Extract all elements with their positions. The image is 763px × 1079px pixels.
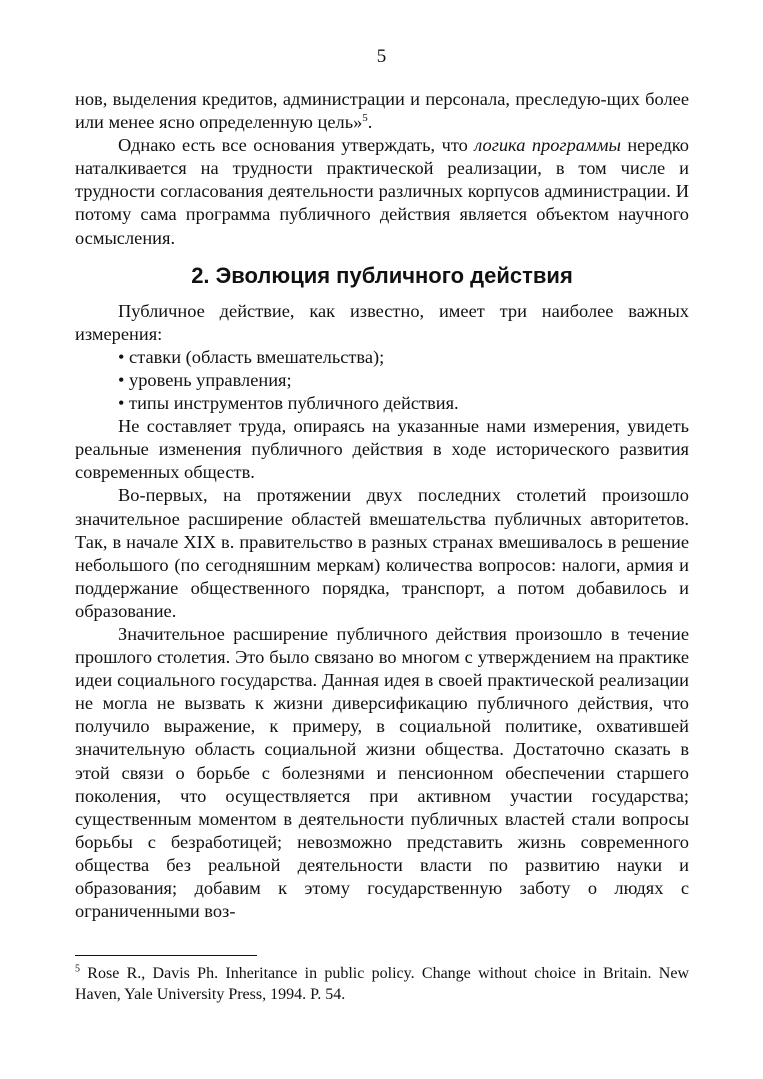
list-item: • типы инструментов публичного действия.	[118, 393, 459, 414]
paragraph-text: Однако есть все основания утверждать, что	[118, 135, 475, 156]
footnote	[75, 963, 689, 1005]
paragraph-text: нередко наталкивается на трудности практической реализации, в том числе и трудности согласования деятельности различных корпусов администрации. И потому сама программа публичного действия является объектом научного осмысления.	[75, 135, 690, 248]
section-heading: 2. Эволюция публичного действия	[191, 262, 573, 288]
footnote-mark: 5	[75, 963, 80, 975]
list-item: • ставки (область вмешательства);	[118, 346, 385, 367]
page-body	[75, 88, 689, 923]
paragraph: Значительное расширение публичного действия произошло в течение прошлого столетия. Это было связано во многом с утверждением на практике идеи социального государства. Данная идея в своей практической реализации не могла не вызвать к жизни диверсификацию публичного действия, что получило выражение, к примеру, в социальной политике, охватившей значительную область социальной жизни общества. Достаточно сказать в этой связи о борьбе с болезнями и пенсионном обеспечении старшего поколения, что осуществляется при активном участии государства; существенным моментом в деятельности публичных властей стали вопросы борьбы с безработицей; невозможно представить жизнь современного общества без реальной деятельности власти по развитию науки и образования; добавим к этому государственную заботу о людях с ограниченными воз-	[75, 623, 689, 922]
page-number: 5	[376, 46, 387, 67]
footnote-text: Rose R., Davis Ph. Inheritance in public policy. Change without choice in Britain. New Haven, Yale University Press, 1994. P. 54.	[75, 965, 689, 1003]
footnote-ref: 5	[362, 111, 368, 124]
paragraph	[75, 134, 689, 249]
list-item: • уровень управления;	[118, 369, 292, 390]
paragraph-intro: Публичное действие, как известно, имеет три наиболее важных измерения:	[75, 300, 689, 344]
paragraph-text: нов, выделения кредитов, администрации и персонала, преследую-щих более или менее ясно определенную цель»	[75, 89, 689, 133]
paragraph: Не составляет труда, опираясь на указанные нами измерения, увидеть реальные изменения публичного действия в ходе исторического развития современных обществ.	[75, 416, 689, 483]
footnote-rule	[75, 955, 257, 956]
emphasis: логика программы	[474, 135, 621, 156]
paragraph-continued: нов, выделения кредитов, администрации и персонала, преследую-щих более или менее ясно определенную цель»$^5$.	[75, 89, 689, 133]
paragraph: Во-первых, на протяжении двух последних столетий произошло значительное расширение областей вмешательства публичных авторитетов. Так, в начале XIX в. правительство в разных странах вмешивалось в решение небольшого (по сегодняшним меркам) количества вопросов: налоги, армия и поддержание общественного порядка, транспорт, а потом добавилось и образование.	[75, 485, 689, 621]
